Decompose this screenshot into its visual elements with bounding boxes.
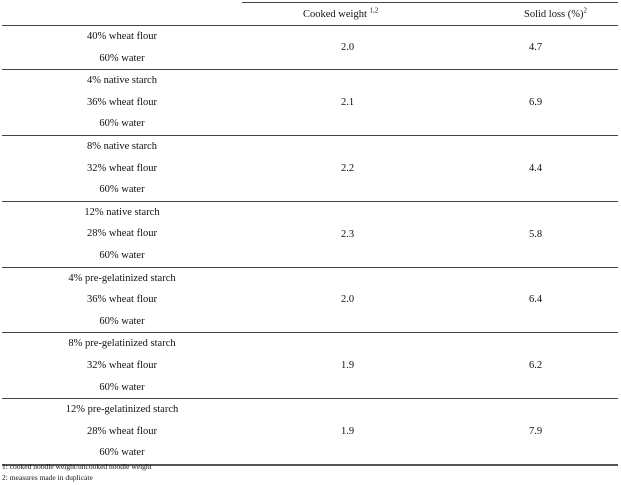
composition-line: 32% wheat flour	[87, 162, 157, 174]
cooked-weight-header-footnote-ref: 1,2	[369, 6, 379, 14]
composition-line: 60% water	[99, 447, 145, 459]
solid-loss-cell: 6.2	[453, 333, 618, 399]
solid-loss-header-footnote-ref: 2	[583, 6, 588, 14]
cooked-weight-cell: 1.9	[242, 333, 453, 399]
composition-cell	[2, 135, 242, 201]
composition-line: 36% wheat flour	[87, 294, 157, 306]
table-body	[2, 26, 618, 465]
solid-loss-header-label: Solid loss (%)	[524, 8, 584, 20]
table-row	[2, 333, 618, 399]
composition-cell	[2, 399, 242, 465]
composition-line: 60% water	[99, 52, 145, 64]
composition-line: 60% water	[99, 315, 145, 327]
cooked-weight-cell: 2.3	[242, 201, 453, 267]
composition-line: 40% wheat flour	[87, 31, 157, 42]
cooked-weight-header	[242, 3, 453, 26]
composition-cell	[2, 267, 242, 333]
solid-loss-cell: 4.4	[453, 135, 618, 201]
composition-line: 4% pre-gelatinized starch	[68, 272, 176, 284]
composition-cell	[2, 26, 242, 70]
composition-line: 12% native starch	[84, 206, 160, 218]
solid-loss-cell: 5.8	[453, 201, 618, 267]
table-row	[2, 70, 618, 136]
composition-cell	[2, 201, 242, 267]
composition-header	[2, 3, 242, 26]
composition-line: 60% water	[99, 118, 145, 130]
composition-line: 4% native starch	[87, 75, 157, 87]
cooked-weight-cell: 2.0	[242, 267, 453, 333]
cooked-weight-cell: 2.2	[242, 135, 453, 201]
composition-line: 12% pre-gelatinized starch	[65, 404, 179, 416]
composition-line: 8% pre-gelatinized starch	[68, 338, 176, 350]
solid-loss-cell: 6.9	[453, 70, 618, 136]
table-row	[2, 267, 618, 333]
table-row	[2, 201, 618, 267]
composition-line: 60% water	[99, 184, 145, 196]
table-row	[2, 135, 618, 201]
footnotes	[2, 461, 152, 483]
cooked-weight-cell: 1.9	[242, 399, 453, 465]
solid-loss-cell: 7.9	[453, 399, 618, 465]
composition-cell	[2, 70, 242, 136]
cooked-weight-cell: 2.0	[242, 26, 453, 70]
footnote-1: 1: cooked noodle weight/uncooked noodle weight	[2, 462, 152, 471]
composition-line: 36% wheat flour	[87, 96, 157, 108]
composition-line: 28% wheat flour	[87, 228, 157, 240]
composition-line: 28% wheat flour	[87, 425, 157, 437]
composition-line: 8% native starch	[87, 140, 157, 152]
solid-loss-header	[453, 3, 618, 26]
composition-line: 60% water	[99, 249, 145, 261]
footnote-2: 2: measures made in duplicate	[2, 473, 93, 482]
table-header-row	[2, 3, 618, 26]
table-row	[2, 399, 618, 465]
table-row	[2, 26, 618, 70]
composition-line: 60% water	[99, 381, 145, 393]
solid-loss-cell: 4.7	[453, 26, 618, 70]
composition-line: 32% wheat flour	[87, 359, 157, 371]
solid-loss-cell: 6.4	[453, 267, 618, 333]
noodle-properties-table	[2, 2, 618, 466]
cooked-weight-cell: 2.1	[242, 70, 453, 136]
cooked-weight-header-label: Cooked weight	[303, 8, 367, 20]
composition-cell	[2, 333, 242, 399]
